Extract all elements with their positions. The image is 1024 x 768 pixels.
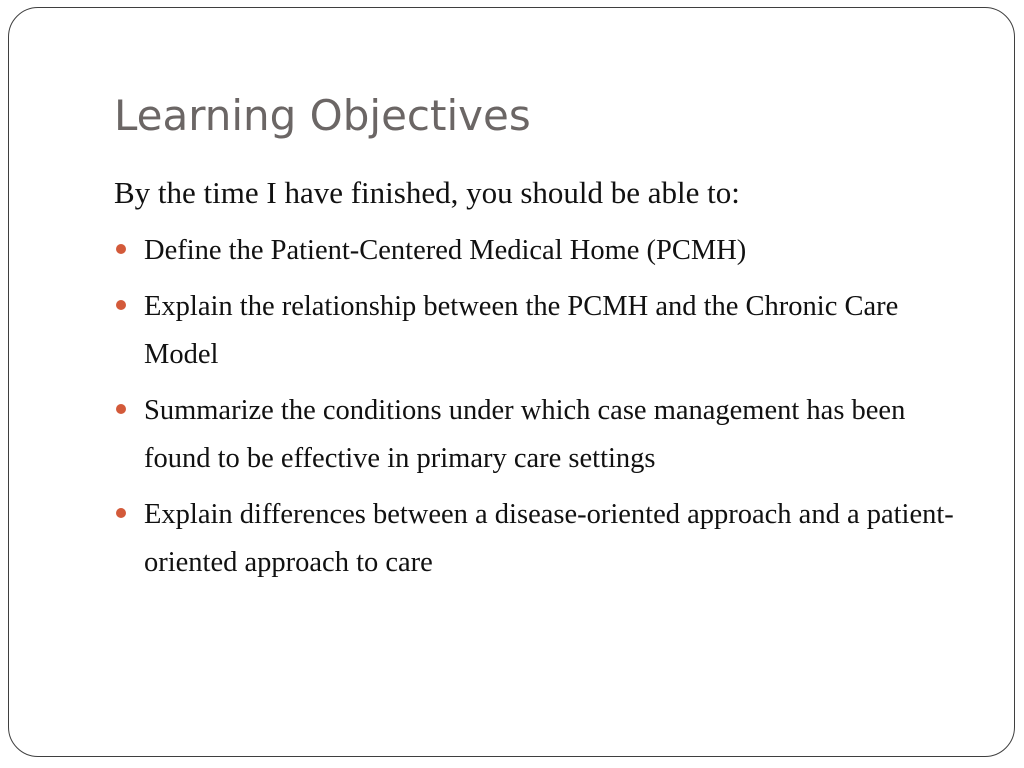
objective-text: Define the Patient-Centered Medical Home (PCMH) (144, 235, 747, 266)
objective-text: Summarize the conditions under which case management has been found to be effective in primary care settings (144, 395, 906, 474)
bullet-dot-icon (116, 404, 126, 414)
objective-text: Explain the relationship between the PCMH and the Chronic Care Model (144, 291, 899, 370)
objective-text: Explain differences between a disease-oriented approach and a patient-oriented approach to care (144, 499, 954, 578)
objective-item (114, 491, 974, 587)
objective-item (114, 387, 974, 483)
objective-item (114, 227, 974, 275)
bullet-dot-icon (116, 300, 126, 310)
objective-item (114, 283, 974, 379)
bullet-dot-icon (116, 244, 126, 254)
intro-text: By the time I have finished, you should be able to: (114, 175, 740, 210)
objectives-list (114, 227, 974, 595)
bullet-dot-icon (116, 508, 126, 518)
slide-title: Learning Objectives (114, 91, 531, 140)
